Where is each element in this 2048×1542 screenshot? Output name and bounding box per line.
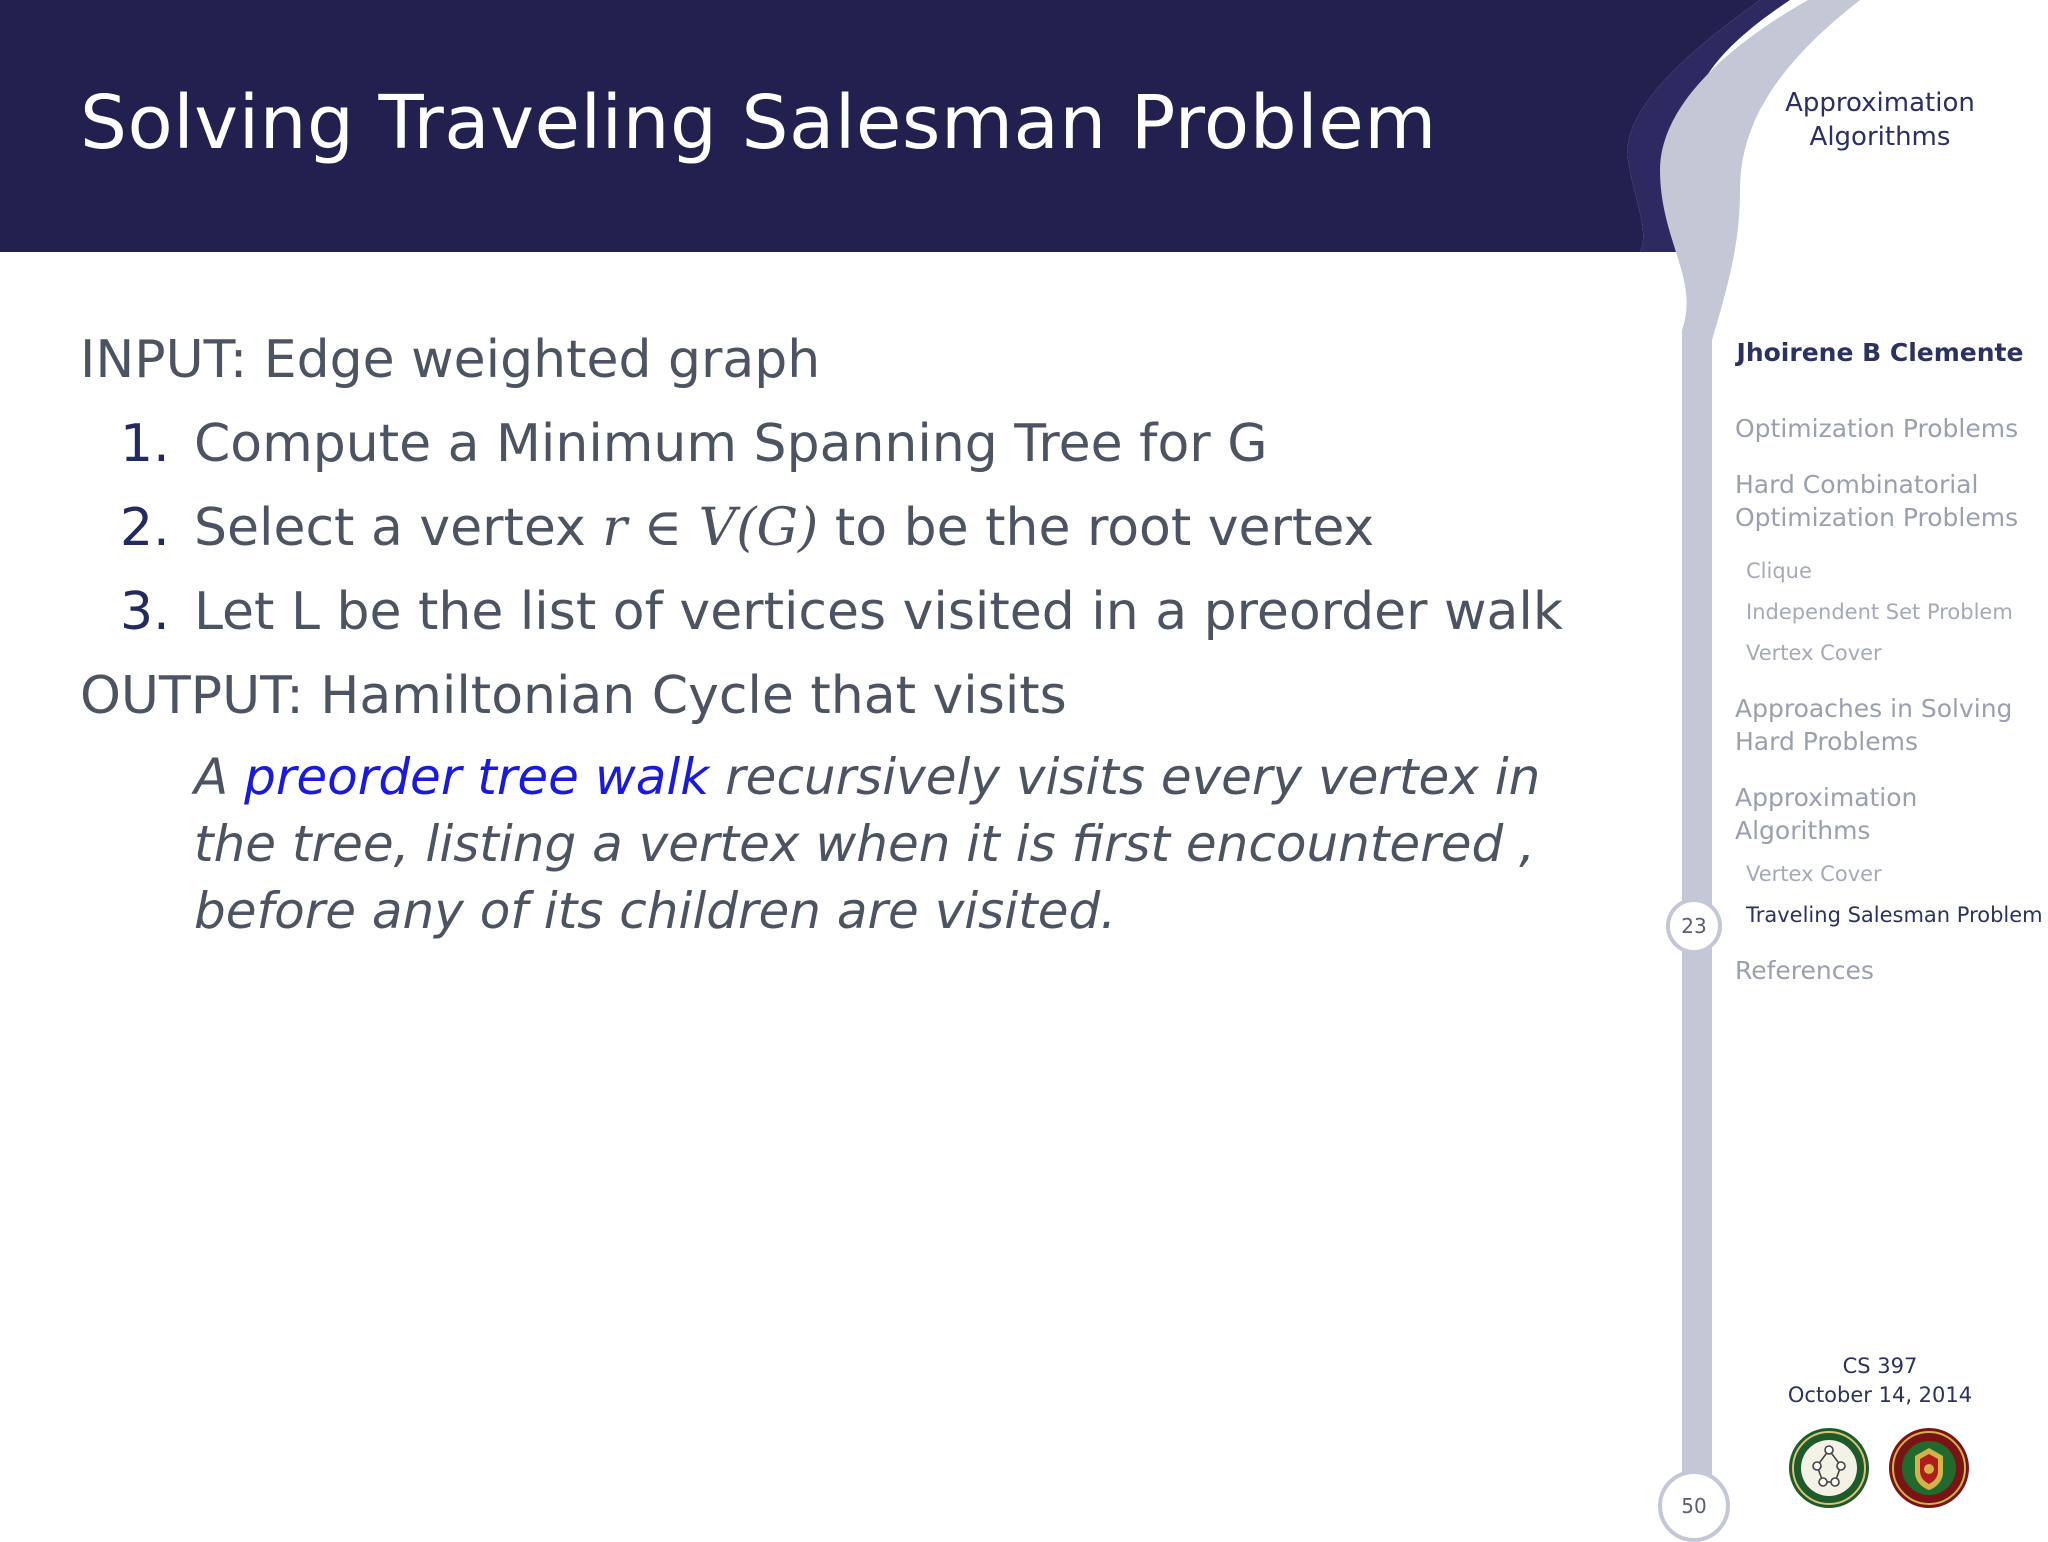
toc-subitem-independent-set[interactable]: Independent Set Problem xyxy=(1746,600,2013,624)
step-number: 3. xyxy=(120,582,170,642)
toc-item-optimization-problems[interactable]: Optimization Problems xyxy=(1735,414,2019,443)
algorithm-steps xyxy=(80,402,1563,654)
presentation-date: October 14, 2014 xyxy=(1787,1383,1973,1407)
toc-item-line: Hard Problems xyxy=(1735,727,1919,756)
step-3 xyxy=(80,570,1563,654)
step-text: Compute a Minimum Spanning Tree for G xyxy=(194,414,1268,474)
slide-content xyxy=(80,318,1563,945)
step-text-pre: Select a vertex xyxy=(194,498,603,558)
sidebar-title xyxy=(1700,86,2048,154)
step-text-post: to be the root vertex xyxy=(818,498,1375,558)
total-pages: 50 xyxy=(1658,1470,1730,1542)
step-1 xyxy=(80,402,1560,486)
toc-item-line: Approaches in Solving xyxy=(1735,694,2013,723)
definition-lead: A xyxy=(194,748,245,806)
input-line xyxy=(80,318,1560,402)
author-name: Jhoirene B Clemente xyxy=(1736,338,2024,367)
sidebar-title-line: Algorithms xyxy=(1809,122,1951,152)
step-number: 1. xyxy=(120,414,170,474)
toc-item-line: Algorithms xyxy=(1735,816,1871,845)
input-label: INPUT xyxy=(80,330,230,390)
toc-subitem-vertex-cover-2[interactable]: Vertex Cover xyxy=(1746,862,1882,886)
table-of-contents xyxy=(1735,412,2048,1010)
step-2 xyxy=(80,486,1560,570)
toc-item-line: Approximation xyxy=(1735,783,1918,812)
definition-block xyxy=(194,744,1614,945)
course-code: CS 397 xyxy=(1842,1354,1918,1378)
toc-item-approximation-algorithms[interactable] xyxy=(1735,781,2048,847)
cs-department-seal-icon xyxy=(1787,1426,1871,1510)
step-number: 2. xyxy=(120,498,170,558)
toc-item-references[interactable]: References xyxy=(1735,956,1874,985)
output-text: : Hamiltonian Cycle that visits xyxy=(286,666,1067,726)
toc-subitem-clique[interactable]: Clique xyxy=(1746,559,1812,583)
university-seal-icon xyxy=(1887,1426,1971,1510)
definition-text: recursively visits every vertex in the tree, listing a vertex when it is first encountered , before any of its children are visited. xyxy=(194,748,1541,940)
toc-item-line: Optimization Problems xyxy=(1735,503,2019,532)
slide-title: Solving Traveling Salesman Problem xyxy=(80,80,1437,166)
toc-item-approaches[interactable] xyxy=(1735,692,2048,758)
toc-subitem-tsp-current[interactable]: Traveling Salesman Problem xyxy=(1746,903,2043,927)
toc-subitem-vertex-cover[interactable]: Vertex Cover xyxy=(1746,641,1882,665)
current-page-number: 23 xyxy=(1666,898,1722,954)
sidebar-title-line: Approximation xyxy=(1785,88,1975,118)
output-label: OUTPUT xyxy=(80,666,287,726)
toc-item-hard-combinatorial[interactable] xyxy=(1735,468,2048,534)
output-line xyxy=(80,654,1560,738)
step-text: Let L be the list of vertices visited in a preorder walk xyxy=(194,582,1563,642)
math-expression: r ∈ V(G) xyxy=(602,498,819,558)
footer-info xyxy=(1700,1352,2048,1410)
definition-term: preorder tree walk xyxy=(244,748,710,806)
toc-item-line: Hard Combinatorial xyxy=(1735,470,1979,499)
input-text: : Edge weighted graph xyxy=(229,330,821,390)
